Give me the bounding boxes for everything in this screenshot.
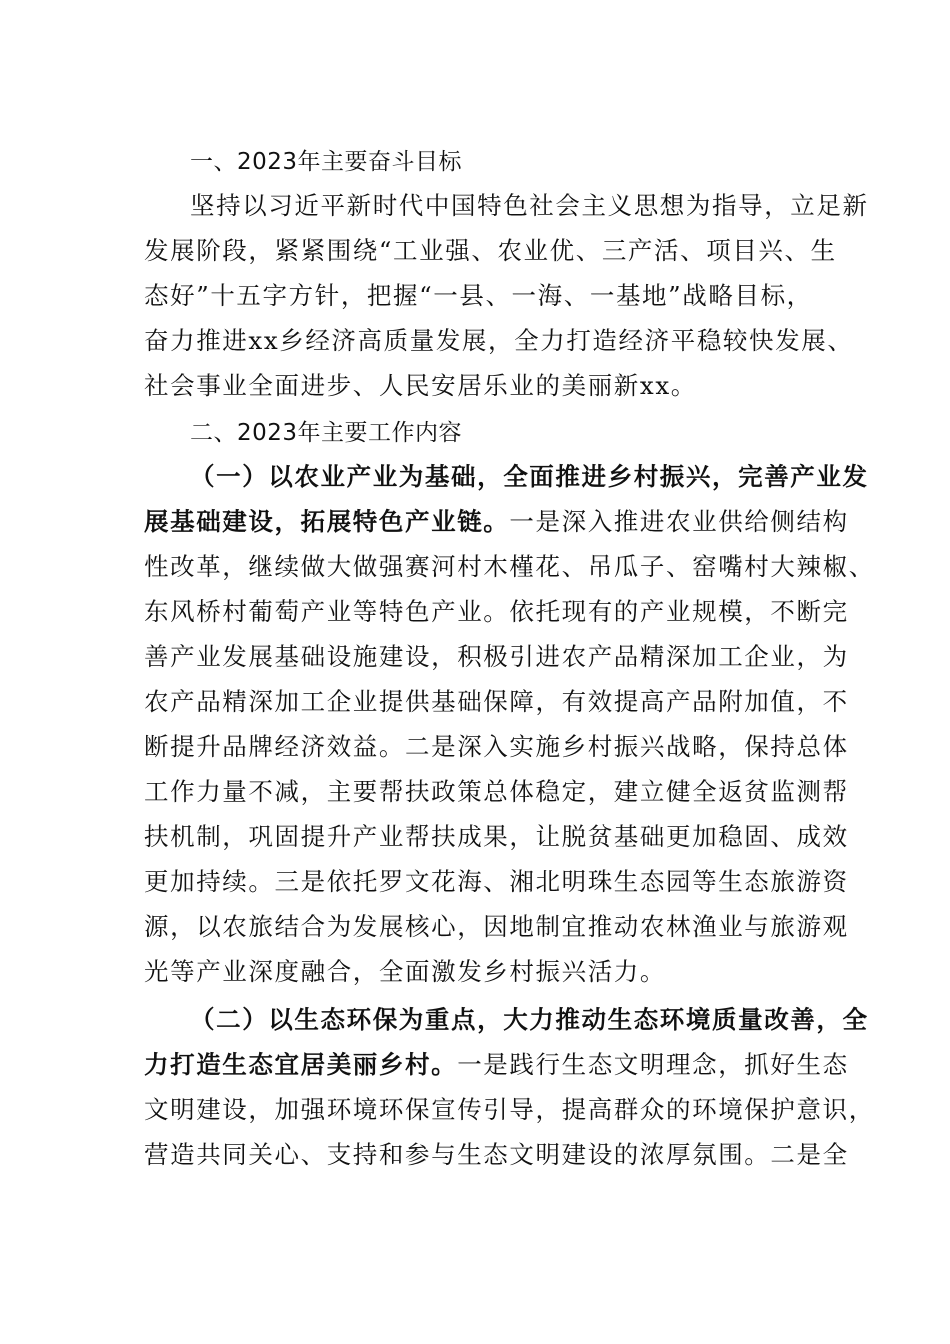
section2-line-3: 文明建设，加强环境环保宣传引导，提高群众的环境保护意识， bbox=[144, 1095, 875, 1124]
para1-line-5: 社会事业全面进步、人民安居乐业的美丽新xx。 bbox=[144, 371, 697, 400]
para1-line-1: 坚持以习近平新时代中国特色社会主义思想为指导，立足新 bbox=[190, 191, 869, 220]
section2-line-4: 营造共同关心、支持和参与生态文明建设的浓厚氛围。二是全 bbox=[144, 1140, 849, 1169]
section1-line-9: 扶机制，巩固提升产业帮扶成果，让脱贫基础更加稳固、成效 bbox=[144, 822, 849, 851]
para1-line-2: 发展阶段，紧紧围绕“工业强、农业优、三产活、项目兴、生 bbox=[144, 236, 837, 265]
section1-line-3: 性改革，继续做大做强赛河村木槿花、吊瓜子、窑嘴村大辣椒、 bbox=[144, 552, 875, 581]
section2-title-line-1: （二）以生态环保为重点，大力推动生态环境质量改善，全 bbox=[190, 1005, 869, 1034]
para1-line-4: 奋力推进xx乡经济高质量发展，全力打造经济平稳较快发展、 bbox=[144, 326, 854, 355]
section1-line-2 bbox=[144, 500, 849, 544]
section2-line-2 bbox=[144, 1043, 849, 1087]
section1-line-6: 农产品精深加工企业提供基础保障，有效提高产品附加值，不 bbox=[144, 687, 849, 716]
section1-line-10: 更加持续。三是依托罗文花海、湘北明珠生态园等生态旅游资 bbox=[144, 867, 849, 896]
section1-line-8: 工作力量不减，主要帮扶政策总体稳定，建立健全返贫监测帮 bbox=[144, 777, 849, 806]
section2-title-line-2: 力打造生态宜居美丽乡村。 bbox=[144, 1050, 458, 1079]
section1-line-12: 光等产业深度融合，全面激发乡村振兴活力。 bbox=[144, 957, 666, 986]
section1-line-7: 断提升品牌经济效益。二是深入实施乡村振兴战略，保持总体 bbox=[144, 732, 849, 761]
section1-line-2-rest: 一是深入推进农业供给侧结构 bbox=[509, 507, 849, 536]
section1-title-line-2: 展基础建设，拓展特色产业链。 bbox=[144, 507, 510, 536]
heading-work: 二、2023年主要工作内容 bbox=[190, 420, 463, 446]
section1-line-11: 源，以农旅结合为发展核心，因地制宜推动农林渔业与旅游观 bbox=[144, 912, 849, 941]
heading-goals: 一、2023年主要奋斗目标 bbox=[190, 149, 463, 175]
section1-line-4: 东风桥村葡萄产业等特色产业。依托现有的产业规模，不断完 bbox=[144, 597, 849, 626]
section1-line-5: 善产业发展基础设施建设，积极引进农产品精深加工企业，为 bbox=[144, 642, 849, 671]
section2-line-2-rest: 一是践行生态文明理念，抓好生态 bbox=[457, 1050, 849, 1079]
section1-title-line-1: （一）以农业产业为基础，全面推进乡村振兴，完善产业发 bbox=[190, 462, 869, 491]
para1-line-3: 态好”十五字方针，把握“一县、一海、一基地”战略目标， bbox=[144, 281, 813, 310]
